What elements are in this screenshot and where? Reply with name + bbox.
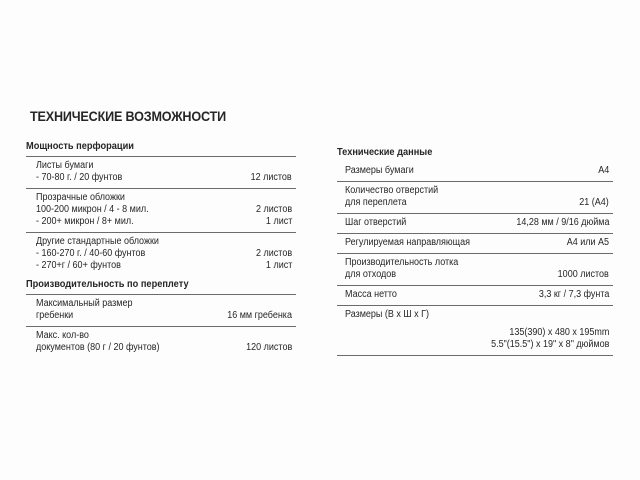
spec-value: 2 листов bbox=[255, 248, 292, 259]
spec-label: - 270+г / 60+ фунтов bbox=[36, 260, 121, 271]
perforation-heading: Мощность перфорации bbox=[26, 140, 134, 152]
spec-label: Листы бумаги bbox=[36, 160, 94, 171]
spec-row bbox=[26, 188, 296, 232]
spec-label: документов (80 г / 20 фунтов) bbox=[36, 342, 160, 353]
spec-value: 16 мм гребенка bbox=[227, 310, 292, 321]
spec-row bbox=[26, 294, 296, 326]
spec-value: 1 лист bbox=[265, 260, 292, 271]
spec-label: Макс. кол-во bbox=[36, 330, 89, 341]
spec-value: 12 листов bbox=[250, 172, 292, 183]
spec-row bbox=[26, 156, 296, 188]
spec-label: - 200+ микрон / 8+ мил. bbox=[36, 216, 134, 227]
spec-row bbox=[337, 182, 613, 214]
spec-label: Прозрачные обложки bbox=[36, 192, 125, 203]
spec-label: Другие стандартные обложки bbox=[36, 236, 159, 247]
spec-row bbox=[337, 214, 613, 234]
spec-value: 135(390) x 480 x 195mm bbox=[509, 327, 610, 338]
capabilities-column bbox=[26, 140, 296, 358]
spec-label: Размеры бумаги bbox=[345, 165, 414, 176]
spec-row bbox=[26, 232, 296, 276]
spec-value: 21 (А4) bbox=[579, 197, 609, 208]
spec-row bbox=[337, 306, 613, 356]
spec-row bbox=[337, 254, 613, 286]
spec-value: 120 листов bbox=[245, 342, 292, 353]
spec-label: 100-200 микрон / 4 - 8 мил. bbox=[36, 204, 149, 215]
spec-label: Количество отверстий bbox=[345, 185, 439, 196]
spec-row bbox=[337, 234, 613, 254]
spec-label: Масса нетто bbox=[345, 289, 397, 300]
spec-label: Размеры (В х Ш х Г) bbox=[345, 309, 430, 320]
spec-row bbox=[26, 326, 296, 358]
spec-value: А4 или А5 bbox=[566, 237, 609, 248]
spec-label: Максимальный размер bbox=[36, 298, 133, 309]
spec-row bbox=[337, 162, 613, 182]
technical-data-column bbox=[337, 146, 613, 356]
spec-label: для отходов bbox=[345, 269, 397, 280]
spec-label: - 70-80 г. / 20 фунтов bbox=[36, 172, 123, 183]
spec-value: 2 листов bbox=[255, 204, 292, 215]
binding-heading: Производительность по переплету bbox=[26, 278, 189, 290]
spec-value: А4 bbox=[597, 165, 609, 176]
spec-label: гребенки bbox=[36, 310, 74, 321]
page-title: ТЕХНИЧЕСКИЕ ВОЗМОЖНОСТИ bbox=[30, 108, 226, 124]
spec-label: - 160-270 г. / 40-60 фунтов bbox=[36, 248, 146, 259]
spec-label: Регулируемая направляющая bbox=[345, 237, 470, 248]
spec-label: Производительность лотка bbox=[345, 257, 459, 268]
spec-value: 1 лист bbox=[265, 216, 292, 227]
spec-value: 5.5"(15.5") x 19" x 8" дюймов bbox=[491, 339, 610, 350]
spec-value: 3,3 кг / 7,3 фунта bbox=[538, 289, 609, 300]
technical-data-heading: Технические данные bbox=[337, 146, 433, 158]
spec-row bbox=[337, 286, 613, 306]
spec-value: 14,28 мм / 9/16 дюйма bbox=[515, 217, 609, 228]
spec-value: 1000 листов bbox=[557, 269, 609, 280]
spec-label: Шаг отверстий bbox=[345, 217, 407, 228]
spec-label: для переплета bbox=[345, 197, 407, 208]
